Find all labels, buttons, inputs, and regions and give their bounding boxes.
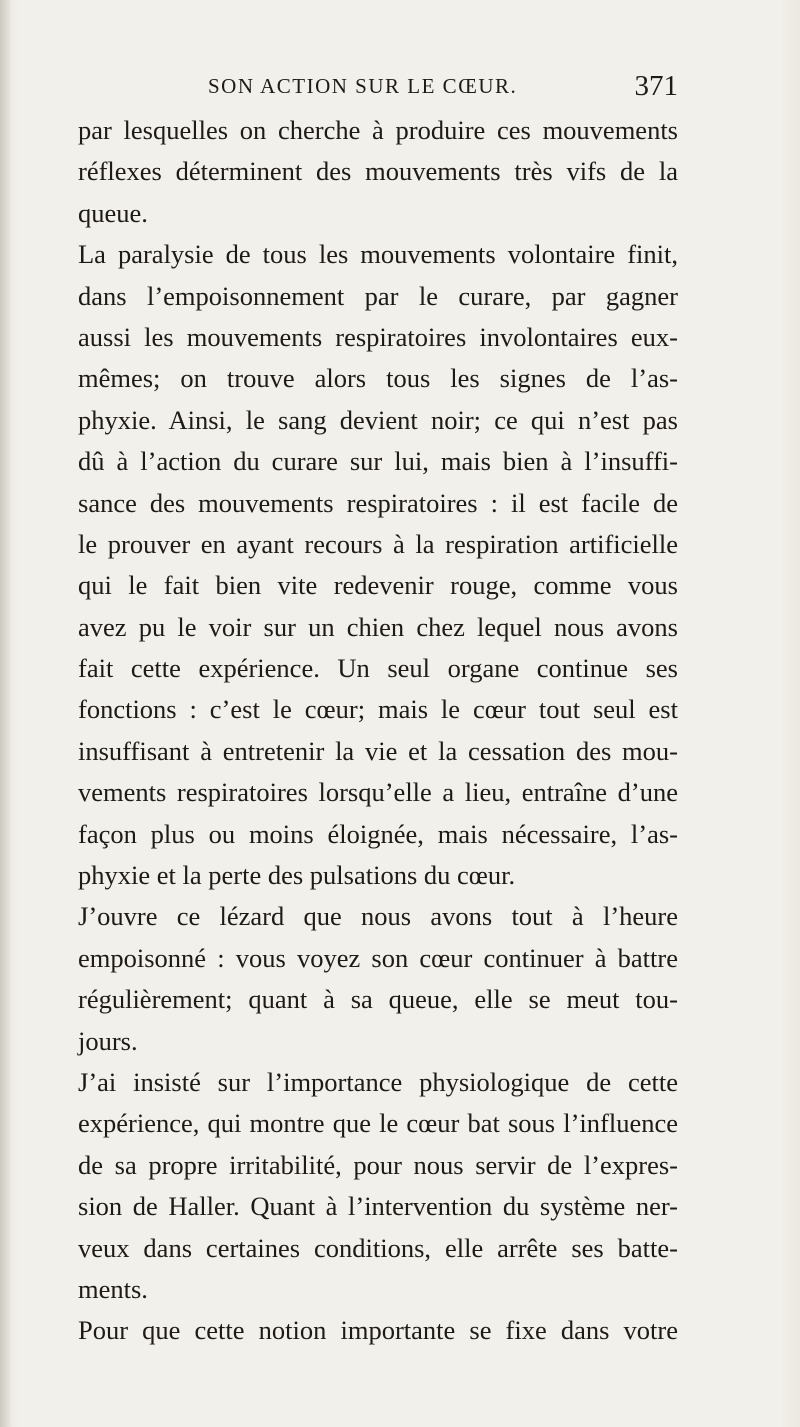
text-line: sance des mouvements respiratoires : il est facile de (78, 487, 678, 518)
text-line: J’ouvre ce lézard que nous avons tout à l’heure (78, 901, 678, 932)
text-line: mêmes; on trouve alors tous les signes de l’as- (78, 363, 678, 394)
page-binding-shadow (0, 0, 12, 1427)
text-line: qui le fait bien vite redevenir rouge, comme vous (78, 570, 678, 601)
text-line: fait cette expérience. Un seul organe continue ses (78, 653, 678, 684)
text-line: avez pu le voir sur un chien chez lequel nous avons (78, 611, 678, 642)
body-text (78, 110, 678, 1352)
text-line: le prouver en ayant recours à la respiration artificielle (78, 528, 678, 559)
text-line: dû à l’action du curare sur lui, mais bien à l’insuffi- (78, 446, 678, 477)
text-line: vements respiratoires lorsqu’elle a lieu, entraîne d’une (78, 777, 678, 808)
text-line: queue. (78, 197, 148, 228)
text-line: aussi les mouvements respiratoires involontaires eux- (78, 321, 678, 352)
text-line: dans l’empoisonnement par le curare, par gagner (78, 280, 678, 311)
text-line: phyxie et la perte des pulsations du cœur. (78, 860, 516, 891)
text-line: fonctions : c’est le cœur; mais le cœur tout seul est (78, 694, 678, 725)
text-line: Pour que cette notion importante se fixe dans votre (78, 1315, 678, 1346)
text-line: jours. (78, 1025, 138, 1056)
text-line: par lesquelles on cherche à produire ces mouvements (78, 115, 678, 145)
running-head (78, 70, 678, 110)
text-line: ments. (78, 1273, 148, 1304)
text-line: veux dans certaines conditions, elle arrête ses batte- (78, 1232, 678, 1263)
running-title: SON ACTION SUR LE CŒUR. (208, 74, 518, 98)
text-line: J’ai insisté sur l’importance physiologique de cette (78, 1066, 678, 1097)
text-line: de sa propre irritabilité, pour nous servir de l’expres- (78, 1149, 678, 1180)
text-line: phyxie. Ainsi, le sang devient noir; ce qui n’est pas (78, 404, 678, 435)
text-line: régulièrement; quant à sa queue, elle se meut tou- (78, 984, 678, 1015)
text-line: réflexes déterminent des mouvements très vifs de la (78, 156, 678, 187)
text-line: expérience, qui montre que le cœur bat sous l’influence (78, 1108, 678, 1139)
page-number: 371 (634, 70, 678, 102)
text-line: empoisonné : vous voyez son cœur continuer à battre (78, 942, 678, 973)
text-line: façon plus ou moins éloignée, mais nécessaire, l’as- (78, 818, 678, 849)
text-line: insuffisant à entretenir la vie et la cessation des mou- (78, 735, 678, 766)
text-line: sion de Haller. Quant à l’intervention du système ner- (78, 1191, 678, 1222)
text-line: La paralysie de tous les mouvements volontaire finit, (78, 239, 678, 270)
